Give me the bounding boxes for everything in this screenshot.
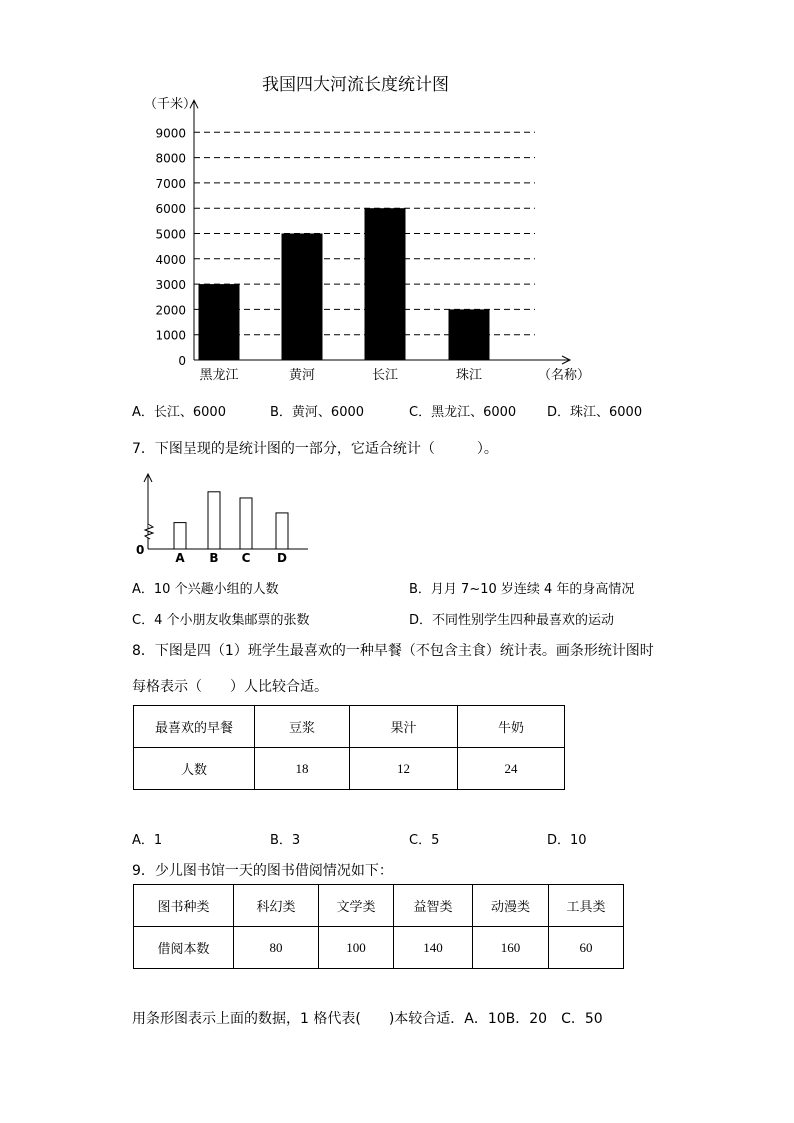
table-cell: 100	[319, 927, 394, 969]
table-row	[134, 706, 565, 748]
q8-option-d[interactable]: D．10	[547, 833, 587, 848]
x-tick-label: 黑龙江	[199, 368, 239, 383]
q6-option-d[interactable]: D．珠江、6000	[547, 405, 643, 420]
table-cell: 牛奶	[458, 706, 565, 748]
bar	[174, 523, 186, 549]
x-tick-label: A	[175, 551, 185, 565]
q6-option-a[interactable]: A．长江、6000	[132, 405, 226, 420]
y-tick-label: 0	[178, 354, 186, 368]
y-tick-label: 1000	[155, 328, 186, 343]
q9-question: 9．少儿图书馆一天的图书借阅情况如下：	[132, 863, 393, 879]
bar	[276, 513, 288, 549]
q8-question-line2: 每格表示（ ）人比较合适。	[132, 679, 328, 695]
table-cell: 18	[255, 748, 350, 790]
y-tick-label: 4000	[155, 252, 186, 267]
chart-title: 我国四大河流长度统计图	[262, 75, 449, 95]
q7-question: 7．下图呈现的是统计图的一部分，它适合统计（ ）。	[132, 441, 498, 457]
y-tick-label: 9000	[155, 126, 186, 141]
table-cell: 140	[394, 927, 473, 969]
q8-option-a[interactable]: A．1	[132, 833, 163, 848]
table-row	[134, 748, 565, 790]
bar	[449, 309, 490, 360]
q6-option-b[interactable]: B．黄河、6000	[270, 405, 365, 420]
y-tick-label: 6000	[155, 202, 186, 217]
x-axis-label: （名称）	[538, 368, 591, 383]
q8-option-b[interactable]: B．3	[270, 833, 301, 848]
q6-option-c[interactable]: C．黑龙江、6000	[409, 405, 517, 420]
table-cell: 豆浆	[255, 706, 350, 748]
q7-option-a[interactable]: A．10 个兴趣小组的人数	[132, 582, 279, 597]
x-tick-label: 长江	[371, 368, 399, 383]
table-cell: 文学类	[319, 885, 394, 927]
bar	[199, 284, 240, 360]
x-tick-label: B	[209, 551, 219, 565]
bar	[365, 208, 406, 360]
breakfast-table	[133, 705, 565, 790]
bar	[208, 492, 220, 549]
table-cell: 12	[350, 748, 458, 790]
bar	[240, 498, 252, 549]
table-cell: 24	[458, 748, 565, 790]
table-cell: 最喜欢的早餐	[134, 706, 255, 748]
table-cell: 人数	[134, 748, 255, 790]
bar	[282, 234, 323, 361]
y-axis-label: （千米）	[144, 97, 197, 112]
table-cell: 借阅本数	[134, 927, 234, 969]
library-table	[133, 884, 624, 969]
x-tick-label: C	[241, 551, 251, 565]
table-cell: 动漫类	[473, 885, 549, 927]
q8-question-line1: 8．下图是四（1）班学生最喜欢的一种早餐（不包含主食）统计表。画条形统计图时	[132, 643, 654, 659]
axis-break-icon	[145, 524, 153, 539]
q7-option-b[interactable]: B．月月 7~10 岁连续 4 年的身高情况	[409, 582, 635, 597]
table-cell: 果汁	[350, 706, 458, 748]
y-tick-label: 7000	[155, 176, 186, 191]
y-tick-label: 5000	[155, 227, 186, 242]
table-cell: 80	[234, 927, 319, 969]
table-row	[134, 885, 624, 927]
y-tick-label: 2000	[155, 303, 186, 318]
table-cell: 科幻类	[234, 885, 319, 927]
q7-option-c[interactable]: C．4 个小朋友收集邮票的张数	[132, 613, 310, 628]
partial-bar-chart	[132, 468, 312, 568]
y-origin-label: 0	[136, 543, 145, 557]
y-tick-label: 3000	[155, 278, 186, 293]
table-cell: 益智类	[394, 885, 473, 927]
q8-option-c[interactable]: C．5	[409, 833, 440, 848]
q7-option-d[interactable]: D．不同性别学生四种最喜欢的运动	[409, 613, 615, 628]
y-tick-label: 8000	[155, 151, 186, 166]
river-length-bar-chart	[130, 88, 610, 388]
x-tick-label: 黄河	[288, 368, 316, 383]
table-cell: 工具类	[549, 885, 624, 927]
table-cell: 图书种类	[134, 885, 234, 927]
q9-tail: 用条形图表示上面的数据，1 格代表( )本较合适．A．10B．20 C．50	[132, 1011, 603, 1027]
table-cell: 160	[473, 927, 549, 969]
x-tick-label: 珠江	[455, 368, 483, 383]
x-tick-label: D	[277, 551, 287, 565]
table-cell: 60	[549, 927, 624, 969]
table-row	[134, 927, 624, 969]
